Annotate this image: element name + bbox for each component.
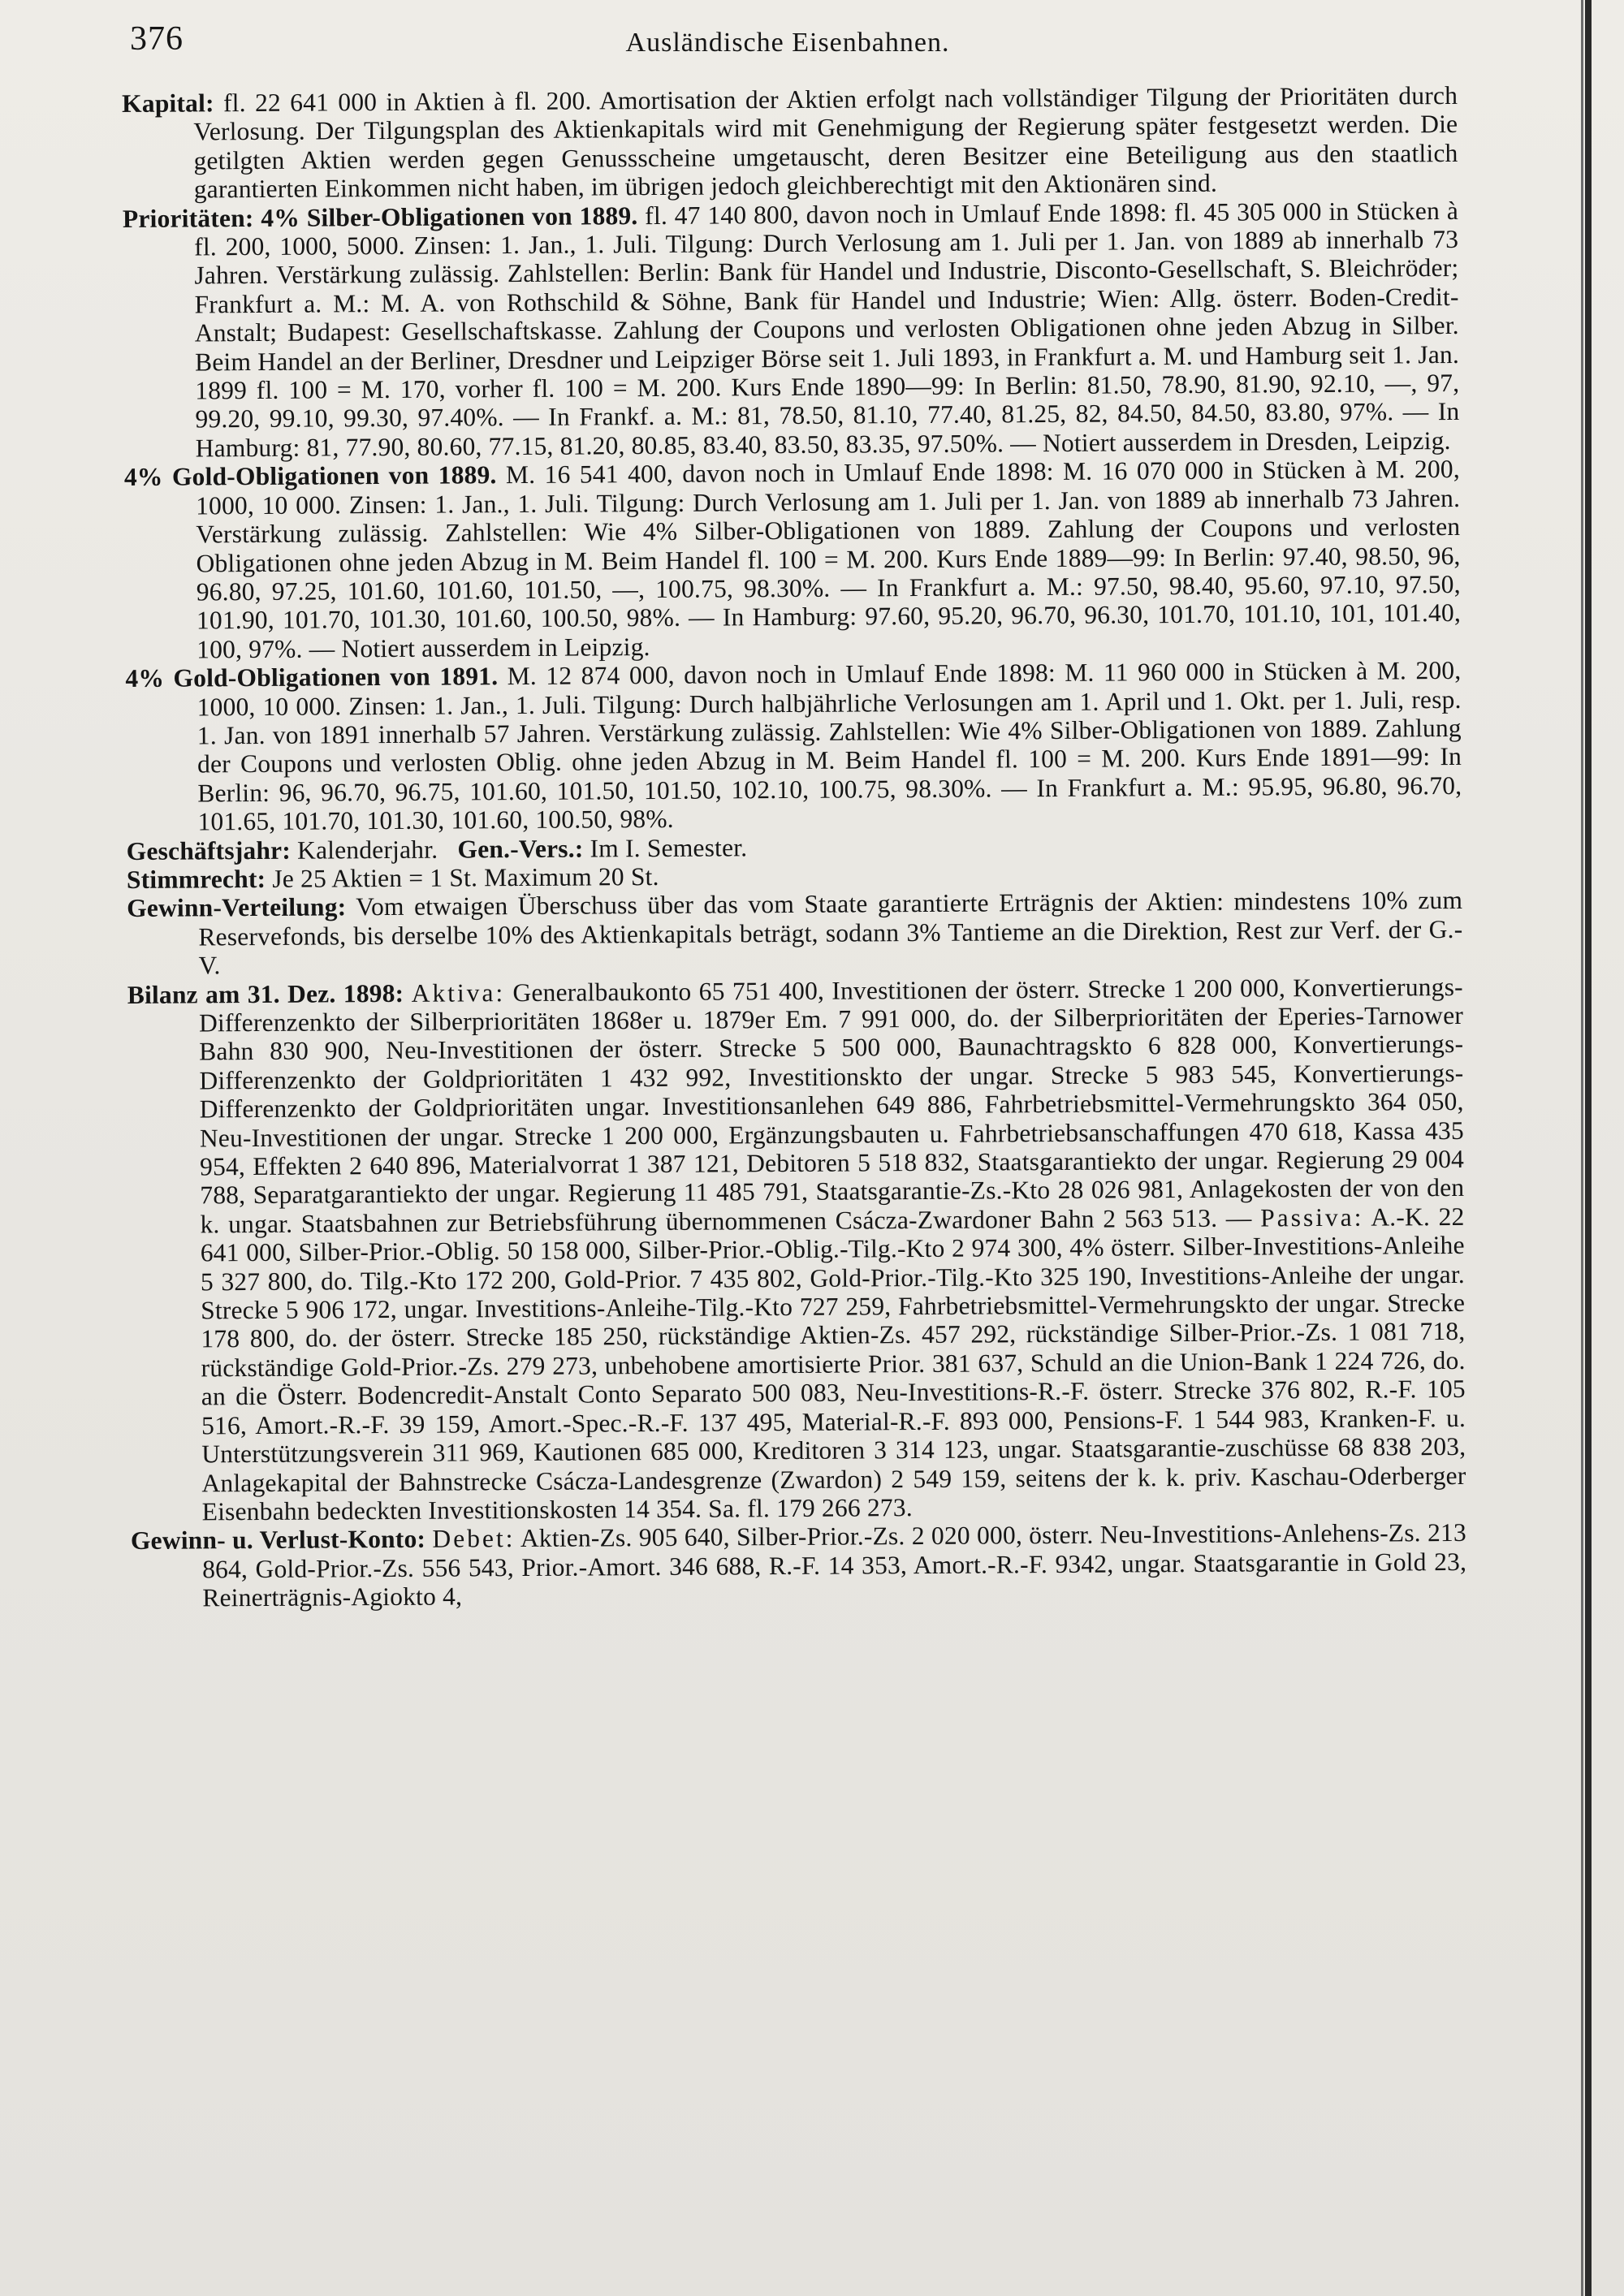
section-heading: Stimmrecht:	[126, 864, 266, 894]
section-kapital	[122, 81, 1458, 205]
section-subheading: Gen.-Vers.:	[457, 834, 584, 864]
section-prioritaeten	[123, 196, 1460, 464]
section-text: M. 12 874 000, davon noch in Umlauf Ende 1898: M. 11 960 000 in Stücken à M. 200, 1000, 10 000. Zinsen: 1. Jan., 1. Juli. Tilgung: Durch halbjährliche Verlosungen am 1. April und 1. Okt. per 1. Juli, resp. 1. Jan. von 1891 innerhalb 57 Jahren. Verstärkung zulässig. Zahlstellen: Wie 4% Silber-Obligationen von 1889. Zahlung der Coupons und verlosten Oblig. ohne jeden Abzug in M. Beim Handel fl. 100 = M. 200. Kurs Ende 1891—99: In Berlin: 96, 96.70, 96.75, 101.60, 101.50, 101.50, 102.10, 100.75, 98.30%. — In Frankfurt a. M.: 95.95, 96.80, 96.70, 101.65, 101.70, 101.30, 101.60, 100.50, 98%.	[197, 656, 1462, 836]
section-text: Im I. Semester.	[590, 832, 748, 863]
section-heading: Prioritäten: 4% Silber-Obligationen von 1889.	[122, 201, 638, 233]
section-gold-1889	[124, 455, 1461, 664]
section-text: Aktien-Zs. 905 640, Silber-Prior.-Zs. 2 020 000, österr. Neu-Investitions-Anlehens-Zs. 213 864, Gold-Prior.-Zs. 556 543, Prior.-Amort. 346 688, R.-F. 14 353, Amort.-R.-F. 9342, ungar. Staatsgarantie in Gold 23, Reinerträgnis-Agiokto 4,	[202, 1518, 1467, 1612]
section-heading: 4% Gold-Obligationen von 1889.	[123, 460, 497, 492]
page-header	[122, 19, 1453, 68]
section-heading: Bilanz am 31. Dez. 1898:	[127, 978, 404, 1009]
section-heading: Geschäftsjahr:	[126, 835, 292, 865]
section-text: fl. 47 140 800, davon noch in Umlauf Ende 1898: fl. 45 305 000 in Stücken à fl. 200, 1000, 5000. Zinsen: 1. Jan., 1. Juli. Tilgung: Durch Verlosung am 1. Juli per 1. Jan. von 1889 ab innerhalb 73 Jahren. Verstärkung zulässig. Zahlstellen: Berlin: Bank für Handel und Industrie, Disconto-Gesellschaft, S. Bleichröder; Frankfurt a. M.: M. A. von Rothschild & Söhne, Bank für Handel und Industrie; Wien: Allg. österr. Boden-Credit-Anstalt; Budapest: Gesellschaftskasse. Zahlung der Coupons und verlosten Obligationen ohne jeden Abzug in Silber. Beim Handel an der Berliner, Dresdner und Leipziger Börse seit 1. Juli 1893, in Frankfurt a. M. und Hamburg seit 1. Jan. 1899 fl. 100 = M. 170, vorher fl. 100 = M. 200. Kurs Ende 1890—99: In Berlin: 81.50, 78.90, 81.90, 92.10, —, 97, 99.20, 99.10, 99.30, 97.40%. — In Frankf. a. M.: 81, 78.50, 81.10, 77.40, 81.25, 82, 84.50, 84.50, 83.80, 97%. — In Hamburg: 81, 77.90, 80.60, 77.15, 81.20, 80.85, 83.40, 83.50, 83.35, 97.50%. — Notiert ausserdem in Dresden, Leipzig.	[194, 196, 1460, 463]
scan-edge	[1585, 0, 1592, 2296]
section-text: M. 16 541 400, davon noch in Umlauf Ende 1898: M. 16 070 000 in Stücken à M. 200, 1000, 10 000. Zinsen: 1. Jan., 1. Juli. Tilgung: Durch Verlosung am 1. Juli per 1. Jan. von 1889 ab innerhalb 73 Jahren. Verstärkung zulässig. Zahlstellen: Wie 4% Silber-Obligationen von 1889. Zahlung der Coupons und verlosten Obligationen ohne jeden Abzug in M. Beim Handel fl. 100 = M. 200. Kurs Ende 1889—99: In Berlin: 97.40, 98.50, 96, 96.80, 97.25, 101.60, 101.60, 101.50, —, 100.75, 98.30%. — In Frankfurt a. M.: 97.50, 98.40, 95.60, 97.10, 97.50, 101.90, 101.70, 101.30, 101.60, 100.50, 98%. — In Hamburg: 97.60, 95.20, 96.70, 96.30, 101.70, 101.10, 101, 101.40, 100, 97%. — Notiert ausserdem in Leipzig.	[196, 455, 1462, 664]
section-text: Je 25 Aktien = 1 St. Maximum 20 St.	[272, 861, 659, 893]
section-heading: Gewinn-Verteilung:	[127, 892, 347, 923]
page-number: 376	[130, 20, 184, 58]
running-head: Ausländische Eisenbahnen.	[625, 28, 950, 58]
section-bilanz	[127, 973, 1466, 1527]
passiva-text: A.-K. 22 641 000, Silber-Prior.-Oblig. 50 158 000, Silber-Prior.-Oblig.-Tilg.-Kto 2 974 300, 4% österr. Silber-Investitions-Anleihe 5 327 800, do. Tilg.-Kto 172 200, Gold-Prior. 7 435 802, Gold-Prior.-Tilg.-Kto 325 190, Investitions-Anleihe der ungar. Strecke 5 906 172, ungar. Investitions-Anleihe-Tilg.-Kto 727 259, Fahrbetriebsmittel-Vermehrungskto der ungar. Strecke 178 800, do. der österr. Strecke 185 250, rückständige Aktien-Zs. 457 292, rückständige Silber-Prior.-Zs. 1 081 718, rückständige Gold-Prior.-Zs. 279 273, unbehobene amortisierte Prior. 381 637, Schuld an die Union-Bank 1 224 726, do. an die Österr. Bodencredit-Anstalt Conto Separato 500 083, Neu-Investitions-R.-F. österr. Strecke 376 802, R.-F. 105 516, Amort.-R.-F. 39 159, Amort.-Spec.-R.-F. 137 495, Material-R.-F. 893 000, Pensions-F. 1 544 983, Kranken-F. u. Unterstützungsverein 311 969, Kautionen 685 000, Kreditoren 3 314 123, ungar. Staatsgarantie-zuschüsse 68 838 203, Anlagekapital der Bahnstrecke Csácza-Landesgrenze (Zwardon) 2 549 159, seitens der k. k. priv. Kaschau-Oderberger Eisenbahn bedeckten Investitionskosten 14 354. Sa. fl. 179 266 273.	[200, 1202, 1466, 1526]
section-heading: 4% Gold-Obligationen von 1891.	[125, 662, 499, 693]
section-gewinn-verteilung	[127, 886, 1463, 980]
aktiva-label: Aktiva:	[411, 978, 506, 1008]
page-body	[122, 81, 1466, 1613]
scan-edge-shadow	[1581, 0, 1583, 2296]
section-text: Vom etwaigen Überschuss über das vom Staate garantierte Erträgnis der Aktien: mindestens 10% zum Reservefonds, bis derselbe 10% des Aktienkapitals beträgt, sodann 3% Tantieme an die Direktion, Rest zur Verf. der G.-V.	[198, 886, 1463, 980]
section-text: Kalenderjahr.	[296, 835, 438, 865]
section-heading: Gewinn- u. Verlust-Konto:	[130, 1525, 426, 1556]
passiva-label: Passiva:	[1260, 1202, 1364, 1232]
section-gewinn-verlust	[131, 1518, 1467, 1612]
section-gold-1891	[125, 656, 1462, 836]
debet-label: Debet:	[432, 1524, 516, 1554]
aktiva-text: Generalbaukonto 65 751 400, Investitionen der österr. Strecke 1 200 000, Konvertierungs-Differenzenkto der Silberprioritäten 1868er u. 1879er Em. 7 991 000, do. der Silberprioritäten der Eperies-Tarnower Bahn 830 900, Neu-Investitionen der österr. Strecke 5 500 000, Baunachtragskto 6 828 000, Konvertierungs-Differenzenkto der Goldprioritäten 1 432 992, Investitionskto der ungar. Strecke 5 983 545, Konvertierungs-Differenzenkto der Goldprioritäten ungar. Investitionsanlehen 649 886, Fahrbetriebsmittel-Vermehrungskto 364 050, Neu-Investitionen der ungar. Strecke 1 200 000, Ergänzungsbauten u. Fahrbetriebsanschaffungen 470 618, Kassa 435 954, Effekten 2 640 896, Materialvorrat 1 387 121, Debitoren 5 518 832, Staatsgarantiekto der ungar. Regierung 29 004 788, Separatgarantiekto der ungar. Regierung 11 485 791, Staatsgarantie-Zs.-Kto 28 026 981, Anlagekosten der von den k. ungar. Staatsbahnen zur Betriebsführung übernommenen Csácza-Zwardoner Bahn 2 563 513. —	[198, 972, 1465, 1239]
section-heading: Kapital:	[122, 88, 214, 118]
section-text: fl. 22 641 000 in Aktien à fl. 200. Amortisation der Aktien erfolgt nach vollständiger Tilgung der Prioritäten durch Verlosung. Der Tilgungsplan des Aktienkapitals wird mit Genehmigung der Regierung später festgesetzt werden. Die getilgten Aktien werden gegen Genussscheine umgetauscht, deren Besitzer eine Beteiligung aus den staatlich garantierten Einkommen nicht haben, im übrigen jedoch gleichberechtigt mit den Aktionären sind.	[193, 80, 1458, 204]
